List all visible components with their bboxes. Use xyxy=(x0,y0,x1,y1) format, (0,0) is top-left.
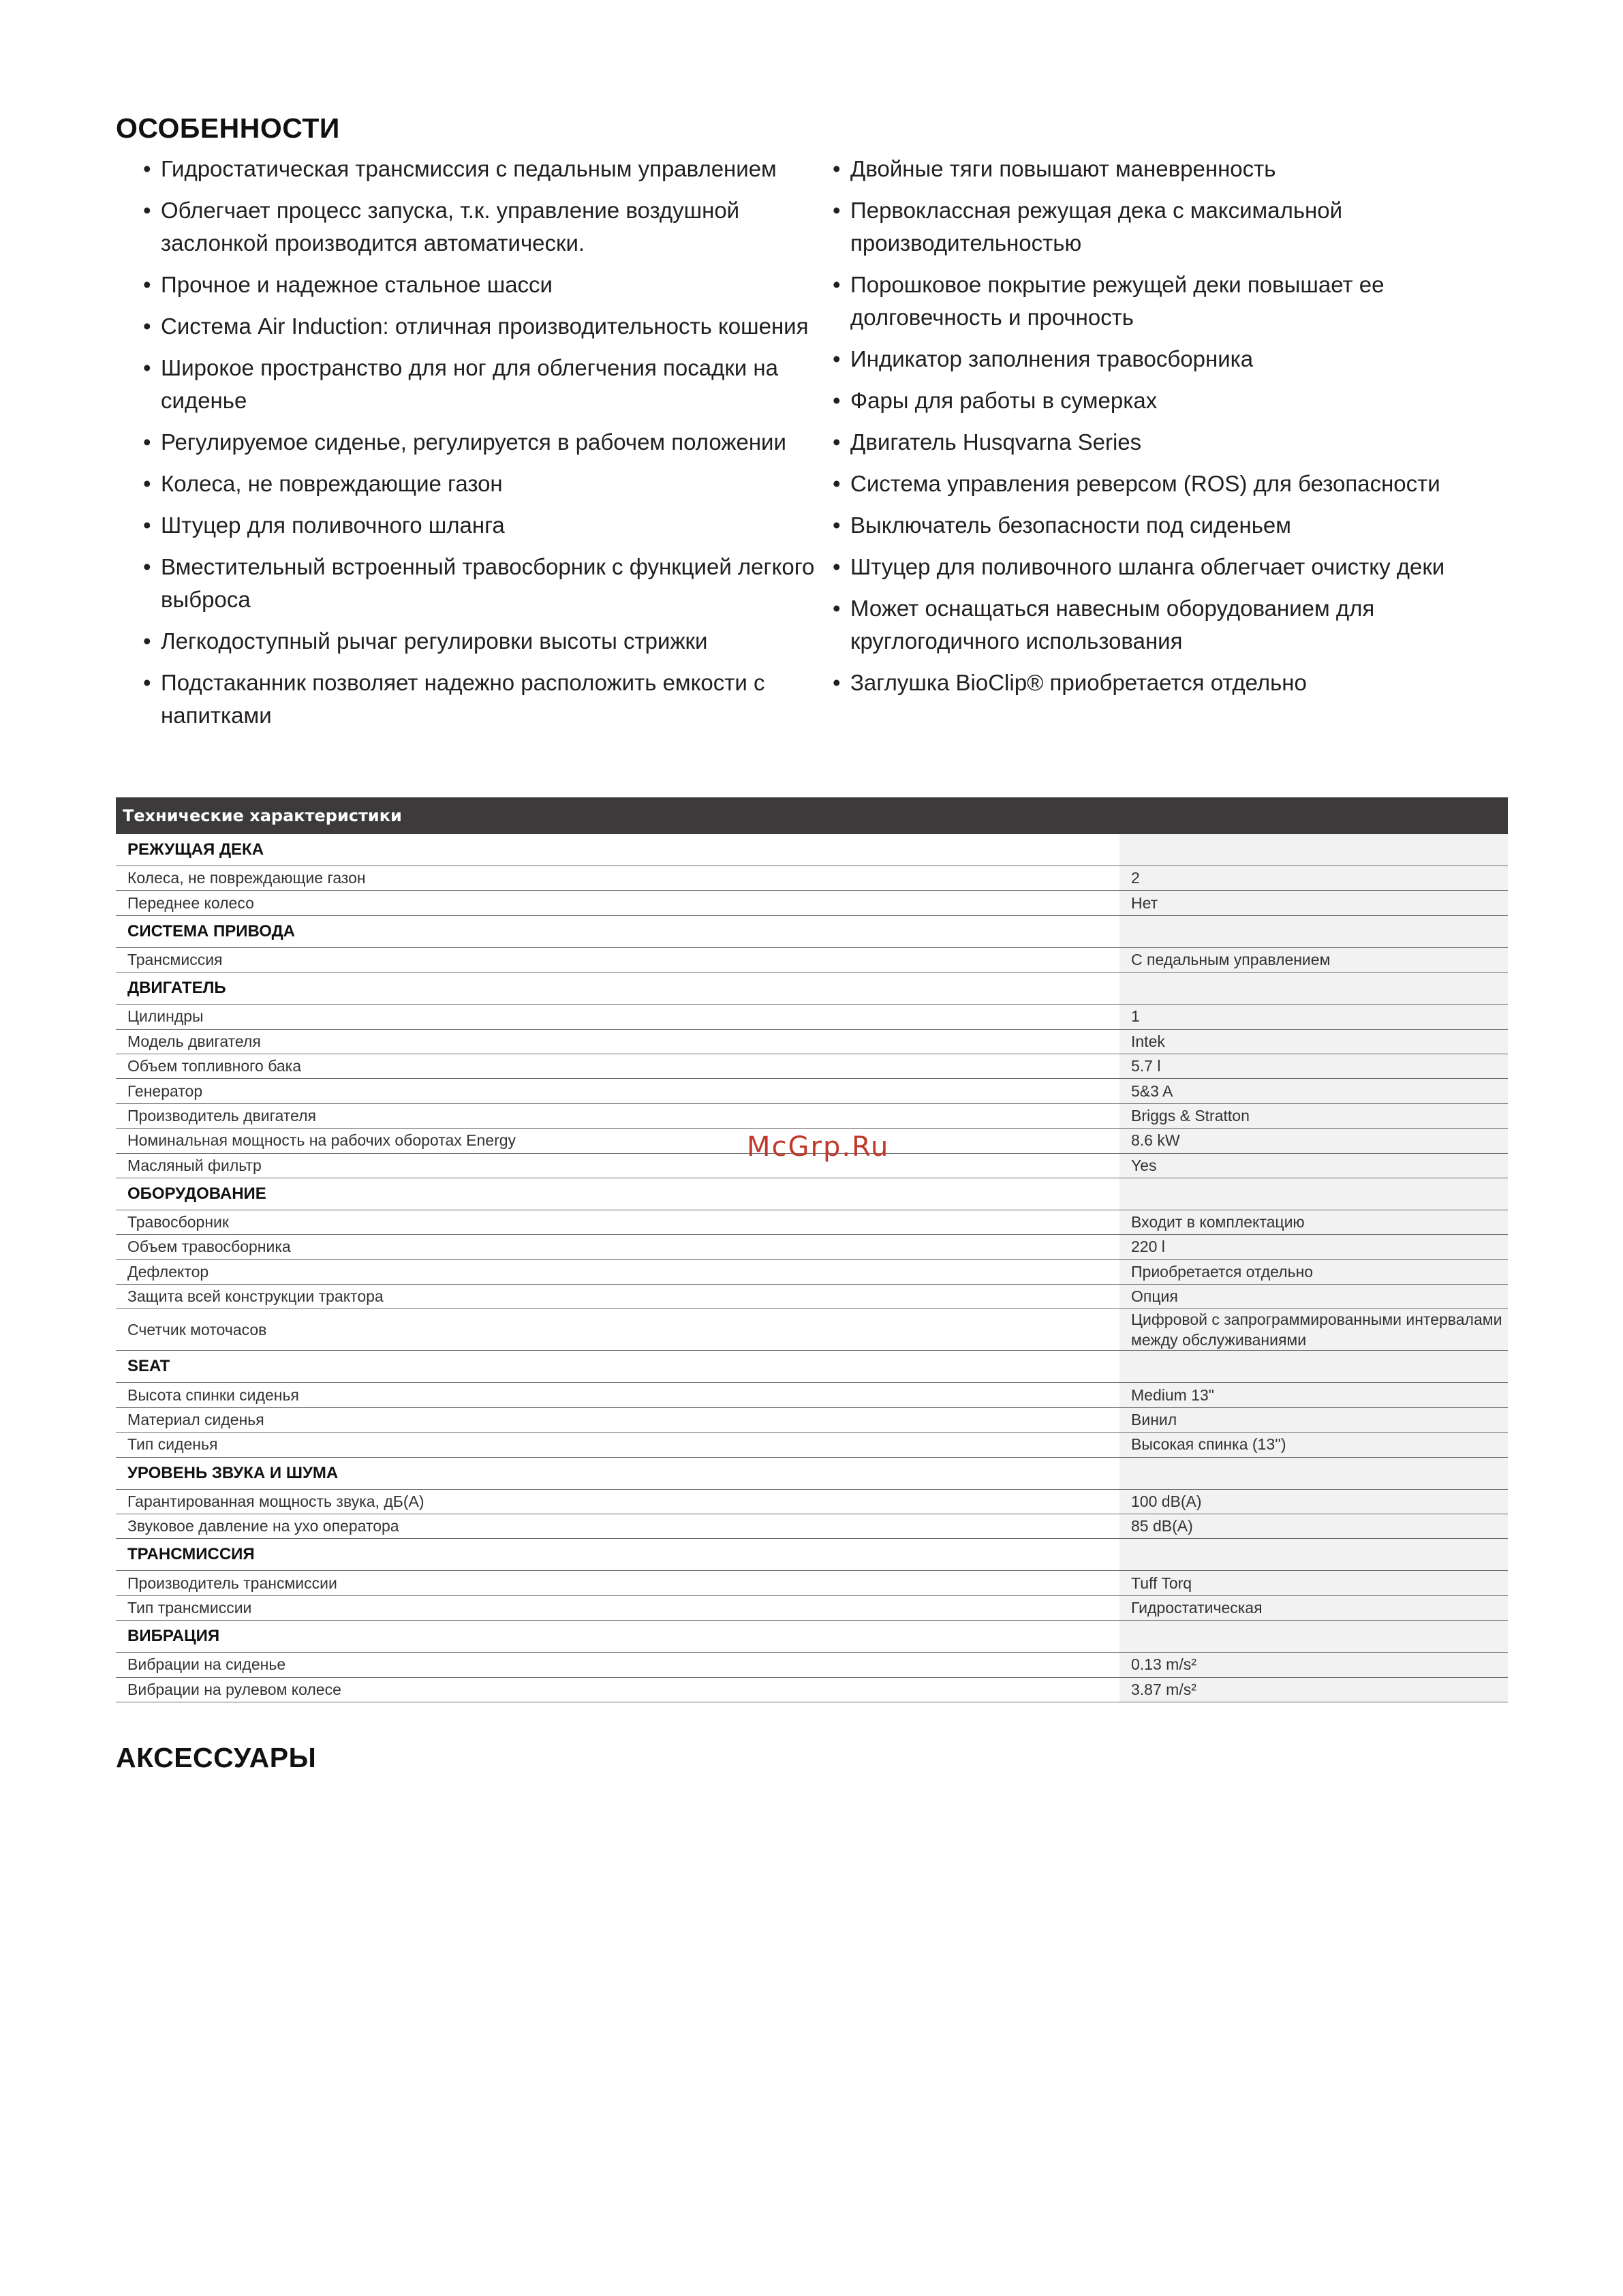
spec-value: 1 xyxy=(1119,1005,1508,1028)
spec-value: 5.7 l xyxy=(1119,1054,1508,1078)
spec-label: Материал сиденья xyxy=(127,1411,264,1429)
spec-label: Номинальная мощность на рабочих оборотах Energy xyxy=(127,1131,516,1150)
feature-item: • Колеса, не повреждающие газон xyxy=(142,468,816,500)
spec-row xyxy=(116,1030,1508,1054)
spec-label: Травосборник xyxy=(127,1213,229,1231)
feature-item: • Может оснащаться навесным оборудованием для круглогодичного использования xyxy=(831,592,1513,658)
feature-item: • Заглушка BioClip® приобретается отдельно xyxy=(831,667,1513,699)
spec-section-value-cell xyxy=(1119,973,1508,1004)
spec-value: Опция xyxy=(1119,1285,1508,1308)
spec-label: Генератор xyxy=(127,1082,203,1100)
spec-section-value-cell xyxy=(1119,1458,1508,1489)
spec-section-value-cell xyxy=(1119,1351,1508,1382)
spec-section-title: ВИБРАЦИЯ xyxy=(127,1627,220,1646)
spec-section-title: СИСТЕМА ПРИВОДА xyxy=(127,921,295,940)
spec-row xyxy=(116,1490,1508,1514)
spec-row xyxy=(116,1104,1508,1129)
spec-section-row xyxy=(116,1178,1508,1210)
spec-label: Тип сиденья xyxy=(127,1435,218,1454)
spec-row xyxy=(116,1408,1508,1433)
spec-label: Производитель трансмиссии xyxy=(127,1574,337,1592)
spec-label: Вибрации на сиденье xyxy=(127,1655,286,1674)
spec-value: 220 l xyxy=(1119,1235,1508,1259)
spec-table xyxy=(116,797,1508,1702)
spec-label: Цилиндры xyxy=(127,1007,204,1026)
spec-value: Винил xyxy=(1119,1408,1508,1432)
spec-label: Объем топливного бака xyxy=(127,1057,302,1075)
feature-item: • Индикатор заполнения травосборника xyxy=(831,343,1513,376)
spec-section-title: ДВИГАТЕЛЬ xyxy=(127,979,226,998)
feature-item: • Подстаканник позволяет надежно расположить емкости с напитками xyxy=(142,667,816,732)
spec-row xyxy=(116,1514,1508,1539)
spec-row xyxy=(116,891,1508,915)
spec-row xyxy=(116,1383,1508,1407)
spec-row xyxy=(116,866,1508,891)
spec-table-body xyxy=(116,834,1508,1702)
spec-value: Нет xyxy=(1119,891,1508,915)
spec-row xyxy=(116,948,1508,973)
spec-row xyxy=(116,1054,1508,1079)
spec-label: Высота спинки сиденья xyxy=(127,1386,299,1404)
feature-item: • Гидростатическая трансмиссия с педальным управлением xyxy=(142,153,816,185)
spec-row xyxy=(116,1678,1508,1702)
spec-section-value-cell xyxy=(1119,916,1508,947)
spec-label: Масляный фильтр xyxy=(127,1156,262,1174)
spec-value: Medium 13" xyxy=(1119,1383,1508,1407)
spec-section-row xyxy=(116,973,1508,1005)
spec-label: Переднее колесо xyxy=(127,893,254,912)
spec-label: Колеса, не повреждающие газон xyxy=(127,869,366,887)
spec-label: Модель двигателя xyxy=(127,1032,261,1050)
feature-item: • Широкое пространство для ног для облегчения посадки на сиденье xyxy=(142,352,816,417)
spec-value: Входит в комплектацию xyxy=(1119,1210,1508,1234)
spec-row xyxy=(116,1005,1508,1029)
spec-value: Цифровой с запрограммированными интервалами между обслуживаниями xyxy=(1119,1309,1508,1350)
feature-item: • Порошковое покрытие режущей деки повышает ее долговечность и прочность xyxy=(831,269,1513,334)
feature-item: • Двигатель Husqvarna Series xyxy=(831,426,1513,459)
feature-item: • Выключатель безопасности под сиденьем xyxy=(831,509,1513,542)
spec-label: Трансмиссия xyxy=(127,950,223,968)
spec-section-row xyxy=(116,1351,1508,1383)
accessories-title: АКСЕССУАРЫ xyxy=(116,1742,317,1773)
spec-label: Счетчик моточасов xyxy=(127,1320,267,1338)
spec-label: Защита всей конструкции трактора xyxy=(127,1287,384,1306)
spec-section-title: ОБОРУДОВАНИЕ xyxy=(127,1184,266,1203)
spec-value: 3.87 m/s² xyxy=(1119,1678,1508,1702)
spec-value: Высокая спинка (13'') xyxy=(1119,1433,1508,1456)
spec-section-title: ТРАНСМИССИЯ xyxy=(127,1545,255,1564)
spec-value: 8.6 kW xyxy=(1119,1129,1508,1152)
spec-value: Гидростатическая xyxy=(1119,1596,1508,1620)
spec-section-row xyxy=(116,1621,1508,1653)
spec-value: Tuff Torq xyxy=(1119,1571,1508,1595)
spec-section-value-cell xyxy=(1119,1178,1508,1210)
feature-item: • Двойные тяги повышают маневренность xyxy=(831,153,1513,185)
spec-section-title: SEAT xyxy=(127,1357,170,1376)
feature-item: • Легкодоступный рычаг регулировки высоты стрижки xyxy=(142,625,816,658)
spec-value: 100 dB(A) xyxy=(1119,1490,1508,1514)
spec-row xyxy=(116,1309,1508,1351)
feature-item: • Вместительный встроенный травосборник с функцией легкого выброса xyxy=(142,551,816,616)
spec-label: Тип трансмиссии xyxy=(127,1599,252,1617)
spec-label: Звуковое давление на ухо оператора xyxy=(127,1517,399,1535)
spec-value: Приобретается отдельно xyxy=(1119,1260,1508,1284)
spec-label: Вибрации на рулевом колесе xyxy=(127,1680,341,1698)
spec-section-value-cell xyxy=(1119,834,1508,866)
spec-row xyxy=(116,1210,1508,1235)
spec-section-row xyxy=(116,834,1508,866)
spec-row xyxy=(116,1433,1508,1457)
spec-row xyxy=(116,1596,1508,1621)
spec-row xyxy=(116,1235,1508,1259)
spec-section-row xyxy=(116,1458,1508,1490)
spec-value: 85 dB(A) xyxy=(1119,1514,1508,1538)
spec-value: Briggs & Stratton xyxy=(1119,1104,1508,1128)
feature-item: • Система Air Induction: отличная производительность кошения xyxy=(142,310,816,343)
feature-item: • Регулируемое сиденье, регулируется в рабочем положении xyxy=(142,426,816,459)
spec-section-title: УРОВЕНЬ ЗВУКА И ШУМА xyxy=(127,1463,339,1482)
spec-section-title: РЕЖУЩАЯ ДЕКА xyxy=(127,840,264,859)
spec-row xyxy=(116,1653,1508,1677)
spec-value: 2 xyxy=(1119,866,1508,890)
spec-section-row xyxy=(116,916,1508,948)
spec-value: 0.13 m/s² xyxy=(1119,1653,1508,1677)
spec-section-row xyxy=(116,1539,1508,1571)
spec-label: Объем травосборника xyxy=(127,1238,291,1256)
feature-item: • Прочное и надежное стальное шасси xyxy=(142,269,816,301)
spec-section-value-cell xyxy=(1119,1621,1508,1652)
spec-row xyxy=(116,1079,1508,1103)
spec-label: Гарантированная мощность звука, дБ(A) xyxy=(127,1492,424,1510)
feature-item: • Первоклассная режущая дека с максимальной производительностью xyxy=(831,194,1513,260)
spec-row xyxy=(116,1260,1508,1285)
feature-item: • Система управления реверсом (ROS) для безопасности xyxy=(831,468,1513,500)
spec-value: С педальным управлением xyxy=(1119,948,1508,972)
spec-section-value-cell xyxy=(1119,1539,1508,1570)
spec-value: Yes xyxy=(1119,1154,1508,1178)
features-title: ОСОБЕННОСТИ xyxy=(116,112,340,144)
spec-label: Дефлектор xyxy=(127,1262,209,1281)
feature-item: • Штуцер для поливочного шланга xyxy=(142,509,816,542)
spec-table-header: Технические характеристики xyxy=(116,797,1508,834)
spec-value: 5&3 A xyxy=(1119,1079,1508,1103)
spec-value: Intek xyxy=(1119,1030,1508,1054)
features-list-right xyxy=(831,153,1513,708)
spec-label: Производитель двигателя xyxy=(127,1106,316,1124)
spec-row xyxy=(116,1285,1508,1309)
feature-item: • Облегчает процесс запуска, т.к. управление воздушной заслонкой производится автоматически. xyxy=(142,194,816,260)
features-list-left xyxy=(142,153,816,741)
spec-row xyxy=(116,1571,1508,1595)
feature-item: • Фары для работы в сумерках xyxy=(831,384,1513,417)
feature-item: • Штуцер для поливочного шланга облегчает очистку деки xyxy=(831,551,1513,583)
watermark: McGrp.Ru xyxy=(747,1131,890,1163)
